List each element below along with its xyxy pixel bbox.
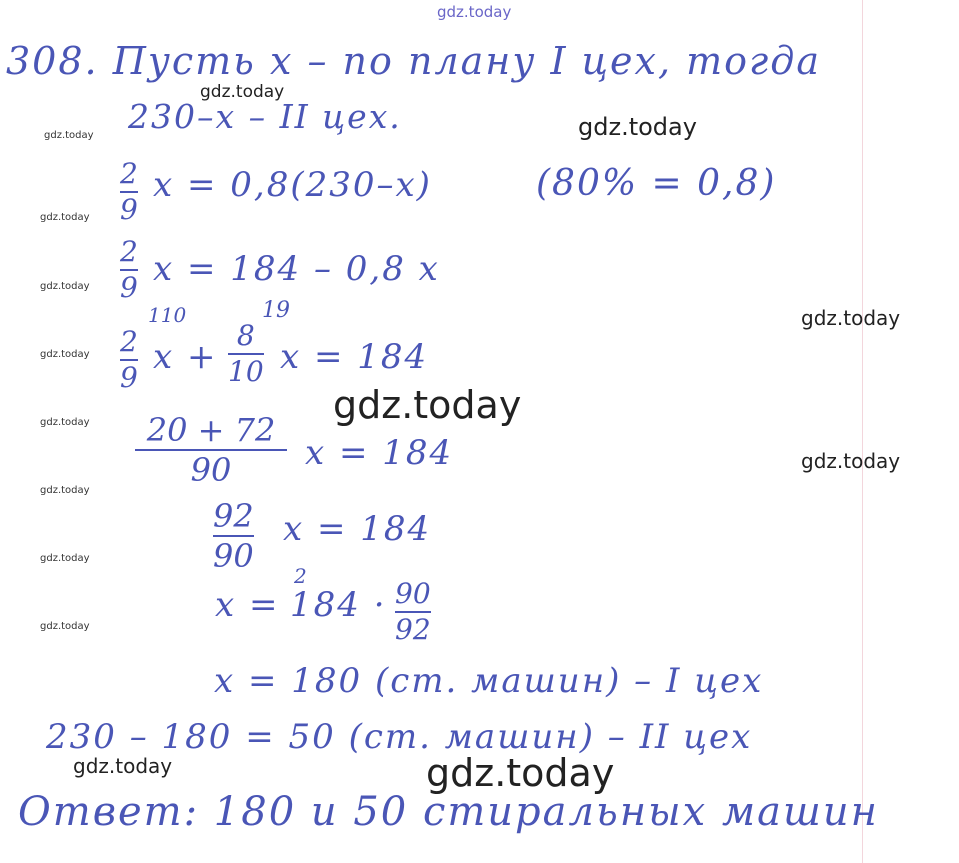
equation-line: x + bbox=[153, 337, 218, 377]
fraction-90-92: 90 92 bbox=[395, 577, 431, 646]
watermark-small: gdz.today bbox=[44, 130, 94, 141]
result-first-workshop: x = 180 (ст. машин) – I цех bbox=[214, 661, 764, 701]
common-factor-mark: 19 bbox=[262, 298, 290, 323]
equation-line: 184 · bbox=[290, 585, 387, 625]
cancel-mark: 2 bbox=[294, 564, 307, 588]
fraction-8-10: 8 10 bbox=[228, 319, 264, 388]
fraction-2-9: 2 9 bbox=[120, 157, 138, 226]
equation-line: x = bbox=[215, 585, 280, 625]
problem-statement-line: 308. Пусть x – по плану I цех, тогда bbox=[6, 39, 821, 83]
second-workshop-line: 230–x – II цех. bbox=[128, 97, 402, 136]
fraction-sum: 20 + 72 90 bbox=[135, 414, 287, 486]
watermark-large: gdz.today bbox=[426, 751, 615, 795]
watermark: gdz.today bbox=[578, 113, 697, 141]
notebook-margin-line bbox=[862, 0, 863, 863]
watermark-small: gdz.today bbox=[40, 212, 90, 223]
percent-note: (80% = 0,8) bbox=[536, 163, 777, 204]
common-factor-mark: 110 bbox=[148, 303, 187, 327]
watermark-top: gdz.today bbox=[437, 3, 512, 21]
watermark-small: gdz.today bbox=[40, 281, 90, 292]
fraction-92-90: 92 90 bbox=[213, 497, 254, 575]
fraction-2-9: 2 9 bbox=[120, 235, 138, 304]
watermark-small: gdz.today bbox=[40, 417, 90, 428]
result-second-workshop: 230 – 180 = 50 (ст. машин) – II цех bbox=[46, 717, 753, 757]
equation-line: x = 0,8(230–x) bbox=[153, 165, 432, 205]
watermark-large: gdz.today bbox=[333, 383, 522, 427]
watermark-small: gdz.today bbox=[40, 485, 90, 496]
equation-line: x = 184 bbox=[283, 509, 432, 549]
watermark-small: gdz.today bbox=[40, 621, 90, 632]
answer-line: Ответ: 180 и 50 стиральных машин bbox=[18, 789, 879, 835]
watermark: gdz.today bbox=[200, 82, 285, 102]
equation-line: x = 184 – 0,8 x bbox=[153, 249, 440, 289]
watermark: gdz.today bbox=[801, 306, 901, 330]
fraction-2-9: 2 9 bbox=[120, 325, 138, 394]
equation-line: x = 184 bbox=[305, 433, 454, 473]
watermark: gdz.today bbox=[73, 754, 173, 778]
equation-line: x = 184 bbox=[280, 337, 429, 377]
watermark-small: gdz.today bbox=[40, 349, 90, 360]
watermark-small: gdz.today bbox=[40, 553, 90, 564]
watermark: gdz.today bbox=[801, 449, 901, 473]
